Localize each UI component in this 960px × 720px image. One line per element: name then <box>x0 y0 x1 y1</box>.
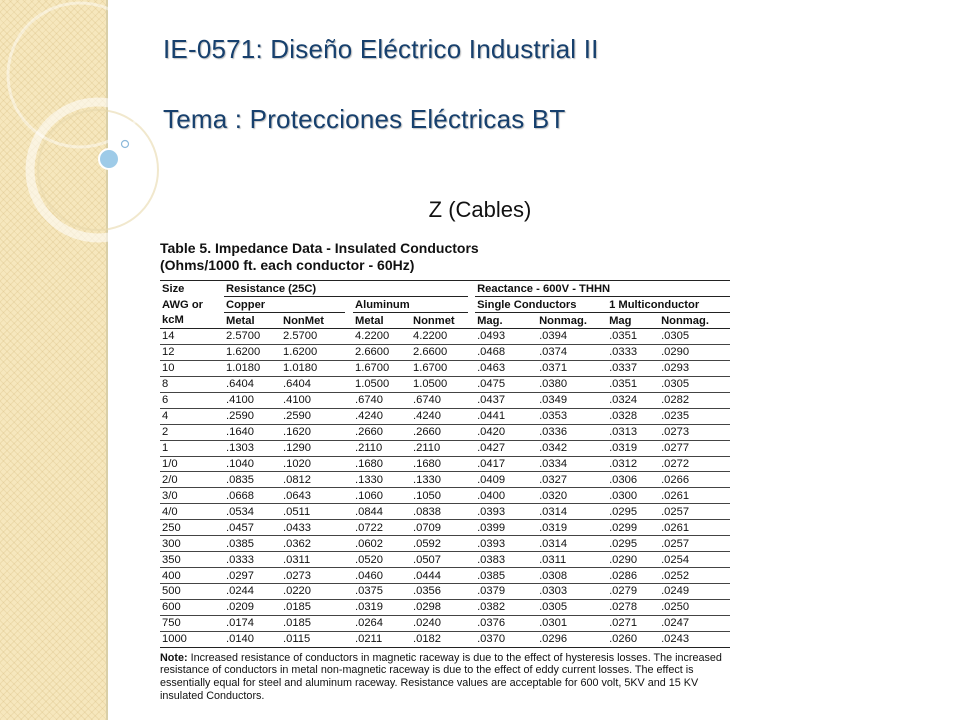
cell-multi-mag: .0324 <box>607 392 659 408</box>
cell-single-nonmag: .0374 <box>537 344 607 360</box>
cell-size: 250 <box>160 520 224 536</box>
cell-cu-nonmet: 1.6200 <box>281 344 345 360</box>
cell-multi-nonmag: .0272 <box>659 456 730 472</box>
cell-size: 3/0 <box>160 488 224 504</box>
cell-cu-metal: 1.6200 <box>224 344 281 360</box>
slide-title: IE-0571: Diseño Eléctrico Industrial II <box>163 34 599 64</box>
cell-al-nonmet: .0507 <box>411 552 468 568</box>
header-resistance: Resistance (25C) <box>224 281 468 297</box>
cell-single-nonmag: .0353 <box>537 408 607 424</box>
cell-size: 350 <box>160 552 224 568</box>
table-row <box>160 584 730 600</box>
cell-cu-nonmet: .0273 <box>281 568 345 584</box>
cell-single-mag: .0399 <box>475 520 537 536</box>
cell-multi-nonmag: .0293 <box>659 360 730 376</box>
cell-multi-mag: .0312 <box>607 456 659 472</box>
cell-al-metal: .1060 <box>353 488 411 504</box>
cell-single-mag: .0376 <box>475 615 537 631</box>
note-label: Note: <box>160 651 188 664</box>
cell-single-nonmag: .0319 <box>537 520 607 536</box>
table-row <box>160 536 730 552</box>
column-gap <box>345 488 353 504</box>
cell-multi-nonmag: .0254 <box>659 552 730 568</box>
cell-al-nonmet: 1.0500 <box>411 376 468 392</box>
table-row <box>160 568 730 584</box>
table-row <box>160 488 730 504</box>
cell-al-metal: .1330 <box>353 472 411 488</box>
cell-single-mag: .0383 <box>475 552 537 568</box>
table-body <box>160 329 730 648</box>
column-gap <box>468 488 475 504</box>
header-kcm: kcM <box>160 313 224 329</box>
cell-cu-metal: .1303 <box>224 440 281 456</box>
cell-single-nonmag: .0314 <box>537 504 607 520</box>
cell-multi-nonmag: .0277 <box>659 440 730 456</box>
cell-single-nonmag: .0371 <box>537 360 607 376</box>
cell-al-metal: .6740 <box>353 392 411 408</box>
column-gap <box>345 504 353 520</box>
cell-multi-mag: .0306 <box>607 472 659 488</box>
column-gap <box>345 376 353 392</box>
cell-multi-nonmag: .0247 <box>659 615 730 631</box>
cell-al-nonmet: .4240 <box>411 408 468 424</box>
cell-al-metal: 1.0500 <box>353 376 411 392</box>
cell-multi-mag: .0279 <box>607 584 659 600</box>
cell-multi-nonmag: .0266 <box>659 472 730 488</box>
column-gap <box>468 392 475 408</box>
cell-single-mag: .0420 <box>475 424 537 440</box>
cell-al-nonmet: .2660 <box>411 424 468 440</box>
cell-cu-metal: .1040 <box>224 456 281 472</box>
column-gap <box>345 424 353 440</box>
header-aluminum-metal: Metal <box>353 313 411 329</box>
cell-al-nonmet: .1330 <box>411 472 468 488</box>
cell-multi-mag: .0260 <box>607 631 659 647</box>
cell-size: 1 <box>160 440 224 456</box>
cell-cu-nonmet: .4100 <box>281 392 345 408</box>
cell-single-nonmag: .0296 <box>537 631 607 647</box>
cell-multi-nonmag: .0257 <box>659 504 730 520</box>
cell-al-metal: 4.2200 <box>353 329 411 345</box>
column-gap <box>345 520 353 536</box>
table-row <box>160 392 730 408</box>
cell-multi-nonmag: .0282 <box>659 392 730 408</box>
table-note <box>160 652 730 702</box>
column-gap <box>468 631 475 647</box>
column-gap <box>468 520 475 536</box>
cell-size: 2/0 <box>160 472 224 488</box>
cell-al-nonmet: 1.6700 <box>411 360 468 376</box>
cell-multi-mag: .0290 <box>607 552 659 568</box>
cell-al-nonmet: .2110 <box>411 440 468 456</box>
cell-multi-nonmag: .0243 <box>659 631 730 647</box>
header-multi-nonmag: Nonmag. <box>659 313 730 329</box>
cell-cu-nonmet: .0433 <box>281 520 345 536</box>
column-gap <box>468 329 475 345</box>
cell-single-nonmag: .0303 <box>537 584 607 600</box>
cell-cu-metal: .0244 <box>224 584 281 600</box>
cell-single-nonmag: .0336 <box>537 424 607 440</box>
column-gap <box>345 344 353 360</box>
table-row <box>160 615 730 631</box>
cell-multi-nonmag: .0257 <box>659 536 730 552</box>
cell-size: 4/0 <box>160 504 224 520</box>
cell-cu-metal: .0385 <box>224 536 281 552</box>
cell-al-nonmet: .1050 <box>411 488 468 504</box>
cell-multi-nonmag: .0250 <box>659 599 730 615</box>
table-row <box>160 329 730 345</box>
column-gap <box>468 472 475 488</box>
cell-cu-metal: .0174 <box>224 615 281 631</box>
table-row <box>160 472 730 488</box>
cell-cu-nonmet: .0812 <box>281 472 345 488</box>
cell-cu-nonmet: .1290 <box>281 440 345 456</box>
column-gap <box>345 599 353 615</box>
cell-multi-nonmag: .0290 <box>659 344 730 360</box>
cell-multi-mag: .0299 <box>607 520 659 536</box>
column-gap <box>345 472 353 488</box>
column-gap <box>468 344 475 360</box>
column-gap <box>468 568 475 584</box>
slide-subtitle: Z (Cables) <box>428 197 532 222</box>
cell-multi-nonmag: .0249 <box>659 584 730 600</box>
cell-cu-metal: .0534 <box>224 504 281 520</box>
cell-multi-mag: .0333 <box>607 344 659 360</box>
cell-single-mag: .0385 <box>475 568 537 584</box>
cell-size: 300 <box>160 536 224 552</box>
cell-multi-nonmag: .0261 <box>659 520 730 536</box>
cell-cu-nonmet: .2590 <box>281 408 345 424</box>
column-gap <box>345 536 353 552</box>
cell-cu-nonmet: .1620 <box>281 424 345 440</box>
cell-size: 12 <box>160 344 224 360</box>
column-gap <box>345 631 353 647</box>
cell-multi-mag: .0271 <box>607 615 659 631</box>
cell-al-nonmet: .0182 <box>411 631 468 647</box>
decorative-bubble-small <box>122 141 129 148</box>
table-row <box>160 504 730 520</box>
cell-cu-nonmet: .0220 <box>281 584 345 600</box>
cell-single-mag: .0393 <box>475 536 537 552</box>
cell-al-nonmet: .0592 <box>411 536 468 552</box>
header-copper: Copper <box>224 297 345 313</box>
column-gap <box>468 360 475 376</box>
cell-multi-mag: .0351 <box>607 329 659 345</box>
cell-single-mag: .0493 <box>475 329 537 345</box>
cell-single-mag: .0468 <box>475 344 537 360</box>
cell-cu-metal: .6404 <box>224 376 281 392</box>
cell-multi-mag: .0313 <box>607 424 659 440</box>
table-row <box>160 552 730 568</box>
column-gap <box>468 440 475 456</box>
table-row <box>160 360 730 376</box>
cell-cu-nonmet: .0511 <box>281 504 345 520</box>
cell-cu-nonmet: .1020 <box>281 456 345 472</box>
cell-multi-nonmag: .0273 <box>659 424 730 440</box>
cell-cu-metal: .0297 <box>224 568 281 584</box>
table-row <box>160 344 730 360</box>
cell-al-metal: .0264 <box>353 615 411 631</box>
cell-single-nonmag: .0349 <box>537 392 607 408</box>
column-gap <box>345 392 353 408</box>
cell-single-nonmag: .0305 <box>537 599 607 615</box>
header-copper-metal: Metal <box>224 313 281 329</box>
cell-cu-metal: .1640 <box>224 424 281 440</box>
cell-cu-metal: .0668 <box>224 488 281 504</box>
cell-multi-mag: .0295 <box>607 536 659 552</box>
cell-al-metal: .0844 <box>353 504 411 520</box>
cell-cu-nonmet: .0185 <box>281 599 345 615</box>
column-gap <box>468 424 475 440</box>
column-gap <box>468 599 475 615</box>
cell-single-mag: .0417 <box>475 456 537 472</box>
header-single-mag: Mag. <box>475 313 537 329</box>
cell-size: 14 <box>160 329 224 345</box>
cell-al-metal: .0722 <box>353 520 411 536</box>
column-gap <box>468 504 475 520</box>
header-multiconductor: 1 Multiconductor <box>607 297 730 313</box>
cell-single-mag: .0427 <box>475 440 537 456</box>
cell-cu-nonmet: .0362 <box>281 536 345 552</box>
cell-al-nonmet: .0356 <box>411 584 468 600</box>
cell-al-nonmet: .0298 <box>411 599 468 615</box>
cell-single-mag: .0393 <box>475 504 537 520</box>
cell-al-nonmet: .0709 <box>411 520 468 536</box>
cell-single-nonmag: .0380 <box>537 376 607 392</box>
header-multi-mag: Mag <box>607 313 659 329</box>
column-gap <box>468 456 475 472</box>
cell-al-nonmet: .0444 <box>411 568 468 584</box>
cell-cu-nonmet: .0643 <box>281 488 345 504</box>
cell-multi-mag: .0300 <box>607 488 659 504</box>
cell-size: 6 <box>160 392 224 408</box>
table-row <box>160 456 730 472</box>
cell-size: 8 <box>160 376 224 392</box>
column-gap <box>468 552 475 568</box>
table-row <box>160 408 730 424</box>
cell-single-mag: .0382 <box>475 599 537 615</box>
cell-multi-mag: .0278 <box>607 599 659 615</box>
cell-multi-nonmag: .0305 <box>659 376 730 392</box>
header-single-conductors: Single Conductors <box>475 297 607 313</box>
table-row <box>160 631 730 647</box>
cell-single-mag: .0463 <box>475 360 537 376</box>
column-gap <box>345 329 353 345</box>
cell-al-metal: 1.6700 <box>353 360 411 376</box>
cell-single-nonmag: .0334 <box>537 456 607 472</box>
cell-al-metal: .0319 <box>353 599 411 615</box>
header-aluminum-nonmet: Nonmet <box>411 313 468 329</box>
cell-al-metal: .0460 <box>353 568 411 584</box>
column-gap <box>345 615 353 631</box>
table-row <box>160 599 730 615</box>
column-gap <box>468 376 475 392</box>
column-gap <box>345 440 353 456</box>
cell-single-nonmag: .0311 <box>537 552 607 568</box>
cell-multi-mag: .0351 <box>607 376 659 392</box>
cell-al-nonmet: .6740 <box>411 392 468 408</box>
cell-multi-mag: .0337 <box>607 360 659 376</box>
cell-al-metal: .0520 <box>353 552 411 568</box>
cell-cu-nonmet: .6404 <box>281 376 345 392</box>
table-row <box>160 440 730 456</box>
cell-cu-metal: .2590 <box>224 408 281 424</box>
cell-al-nonmet: .0240 <box>411 615 468 631</box>
cell-cu-metal: .0209 <box>224 599 281 615</box>
cell-single-mag: .0475 <box>475 376 537 392</box>
header-size: Size <box>160 281 224 297</box>
cell-size: 1/0 <box>160 456 224 472</box>
cell-multi-nonmag: .0305 <box>659 329 730 345</box>
column-gap <box>345 568 353 584</box>
cell-size: 10 <box>160 360 224 376</box>
cell-single-nonmag: .0342 <box>537 440 607 456</box>
cell-cu-metal: .0835 <box>224 472 281 488</box>
cell-single-mag: .0370 <box>475 631 537 647</box>
cell-single-mag: .0409 <box>475 472 537 488</box>
cell-multi-mag: .0328 <box>607 408 659 424</box>
column-gap <box>345 456 353 472</box>
slide-topic: Tema : Protecciones Eléctricas BT <box>163 104 566 134</box>
column-gap <box>345 408 353 424</box>
column-gap <box>468 584 475 600</box>
table-title: Table 5. Impedance Data - Insulated Conductors <box>160 240 479 256</box>
cell-al-nonmet: 2.6600 <box>411 344 468 360</box>
cell-cu-nonmet: 1.0180 <box>281 360 345 376</box>
header-aluminum: Aluminum <box>353 297 468 313</box>
table-units: (Ohms/1000 ft. each conductor - 60Hz) <box>160 257 415 273</box>
cell-al-metal: .2110 <box>353 440 411 456</box>
cell-size: 400 <box>160 568 224 584</box>
cell-al-metal: .4240 <box>353 408 411 424</box>
cell-cu-nonmet: .0311 <box>281 552 345 568</box>
cell-al-metal: .0211 <box>353 631 411 647</box>
table-row <box>160 376 730 392</box>
cell-single-nonmag: .0314 <box>537 536 607 552</box>
cell-al-nonmet: 4.2200 <box>411 329 468 345</box>
cell-cu-metal: .4100 <box>224 392 281 408</box>
cell-single-nonmag: .0301 <box>537 615 607 631</box>
cell-size: 500 <box>160 584 224 600</box>
cell-size: 4 <box>160 408 224 424</box>
cell-cu-metal: .0333 <box>224 552 281 568</box>
cell-cu-nonmet: .0185 <box>281 615 345 631</box>
cell-al-metal: .0375 <box>353 584 411 600</box>
cell-size: 600 <box>160 599 224 615</box>
cell-single-nonmag: .0308 <box>537 568 607 584</box>
cell-cu-metal: 2.5700 <box>224 329 281 345</box>
table-row <box>160 424 730 440</box>
cell-al-metal: .2660 <box>353 424 411 440</box>
impedance-table-figure <box>160 240 730 702</box>
cell-cu-metal: 1.0180 <box>224 360 281 376</box>
cell-multi-mag: .0286 <box>607 568 659 584</box>
cell-cu-nonmet: .0115 <box>281 631 345 647</box>
note-text: Increased resistance of conductors in magnetic raceway is due to the effect of hysteresis losses. The increased resistance of conductors in metal non-magnetic raceway is due to the effect of eddy current losses. The effect is essentially equal for steel and aluminum raceway. Resistance values are acceptable for 600 volt, 5KV and 15 KV insulated Conductors. <box>160 651 722 702</box>
cell-single-mag: .0437 <box>475 392 537 408</box>
cell-multi-nonmag: .0261 <box>659 488 730 504</box>
column-gap <box>468 408 475 424</box>
cell-al-metal: .0602 <box>353 536 411 552</box>
column-gap <box>468 615 475 631</box>
cell-size: 1000 <box>160 631 224 647</box>
header-copper-nonmet: NonMet <box>281 313 345 329</box>
header-single-nonmag: Nonmag. <box>537 313 607 329</box>
cell-al-nonmet: .0838 <box>411 504 468 520</box>
cell-cu-metal: .0457 <box>224 520 281 536</box>
header-awg: AWG or <box>162 298 204 311</box>
cell-multi-nonmag: .0235 <box>659 408 730 424</box>
cell-size: 750 <box>160 615 224 631</box>
column-gap <box>345 360 353 376</box>
cell-single-mag: .0379 <box>475 584 537 600</box>
cell-single-nonmag: .0394 <box>537 329 607 345</box>
cell-single-mag: .0400 <box>475 488 537 504</box>
cell-size: 2 <box>160 424 224 440</box>
cell-cu-nonmet: 2.5700 <box>281 329 345 345</box>
impedance-table <box>160 280 730 648</box>
cell-multi-mag: .0319 <box>607 440 659 456</box>
cell-al-metal: .1680 <box>353 456 411 472</box>
cell-cu-metal: .0140 <box>224 631 281 647</box>
decorative-bubble-large <box>99 149 119 169</box>
cell-al-nonmet: .1680 <box>411 456 468 472</box>
cell-single-nonmag: .0320 <box>537 488 607 504</box>
cell-multi-nonmag: .0252 <box>659 568 730 584</box>
cell-single-mag: .0441 <box>475 408 537 424</box>
column-gap <box>345 584 353 600</box>
column-gap <box>468 536 475 552</box>
cell-al-metal: 2.6600 <box>353 344 411 360</box>
cell-single-nonmag: .0327 <box>537 472 607 488</box>
column-gap <box>345 552 353 568</box>
cell-multi-mag: .0295 <box>607 504 659 520</box>
header-reactance: Reactance - 600V - THHN <box>475 281 730 297</box>
table-row <box>160 520 730 536</box>
